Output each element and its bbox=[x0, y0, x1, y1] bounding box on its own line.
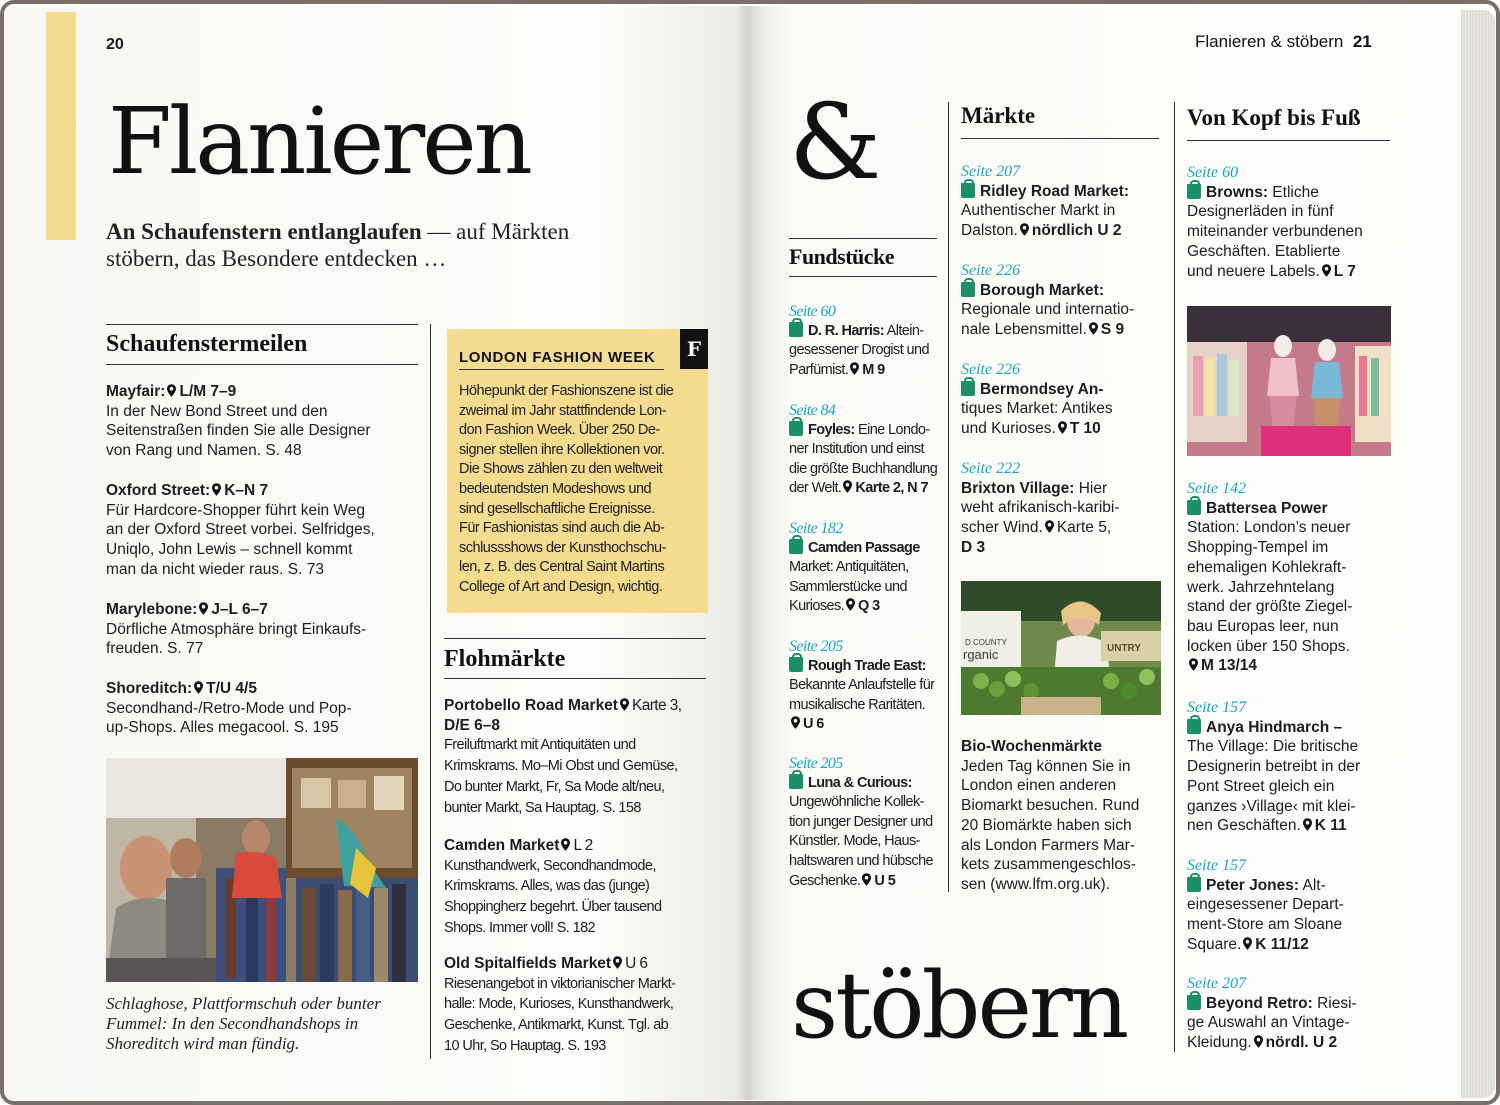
shopping-bag-icon bbox=[789, 539, 803, 554]
list-item: Seite 157 Peter Jones: Alt- eingesessener Depart- ment-Store am Sloane Square. K 11/12 bbox=[1187, 856, 1402, 955]
entry-name: Mayfair: bbox=[106, 383, 166, 400]
grid-ref: J–L 6–7 bbox=[211, 601, 268, 618]
subtitle-bold: An Schaufenstern entlanglaufen bbox=[106, 219, 422, 244]
location-pin-icon bbox=[843, 480, 852, 493]
sign-text: rganic bbox=[963, 647, 999, 662]
location-pin-icon bbox=[1254, 1035, 1263, 1048]
location-pin-icon bbox=[1243, 937, 1252, 950]
list-item: Marylebone: J–L 6–7 Dörfliche Atmosphäre bringt Einkaufs- freuden. S. 77 bbox=[106, 601, 367, 658]
location-pin-icon bbox=[1058, 421, 1067, 434]
shopping-bag-icon bbox=[789, 774, 803, 789]
rule bbox=[961, 138, 1159, 139]
shopping-bag-icon bbox=[961, 183, 975, 198]
running-head: Flanieren & stöbern 21 bbox=[1195, 32, 1372, 51]
list-item: Portobello Road Market Karte 3, D/E 6–8 Freiluftmarkt mit Antiquitäten und Krimskrams. Mo–Mi Obst und Gemüse, Do bunter Markt, Fr, Sa Mode alt/neu, bunter Markt, Sa Hauptag. S. 158 bbox=[444, 697, 682, 816]
sign-text: D COUNTY bbox=[965, 638, 1007, 647]
page-reference: Seite 60 bbox=[1187, 164, 1239, 181]
page-reference: Seite 226 bbox=[961, 361, 1021, 378]
location-pin-icon bbox=[846, 598, 855, 611]
list-item: Seite 222 Brixton Village: Hier weht afrikanisch-karibi- scher Wind. Karte 5, D 3 bbox=[961, 459, 1166, 558]
page-reference: Seite 142 bbox=[1187, 480, 1247, 497]
location-pin-icon bbox=[862, 873, 871, 886]
location-pin-icon bbox=[1189, 658, 1198, 671]
location-pin-icon bbox=[1020, 223, 1029, 236]
shopping-bag-icon bbox=[1187, 719, 1201, 734]
entry-name: Portobello Road Market bbox=[444, 697, 618, 714]
shopping-bag-icon bbox=[1187, 500, 1201, 515]
fashion-box-text: Höhepunkt der Fashionszene ist die zweimal im Jahr stattfindende Lon- don Fashion Week. Über 250 De- signer stellen ihre Kollektionen vor. Die Shows zählen zu den weltweit bedeutendsten Modeshows und sind gesellschaftliche Ereignisse. Für Fashionistas sind auch die Ab- schlussshows der Kunsthochschu- len, z. B. des Central Saint Martins College of Art and Design, wichtig. bbox=[459, 383, 674, 595]
category-badge: F bbox=[680, 329, 708, 369]
rule bbox=[444, 638, 706, 639]
list-item: Seite 84 Foyles: Eine Londo- ner Institution und einst die größte Buchhandlung der Welt. Karte 2, N 7 bbox=[789, 401, 949, 499]
shopping-bag-icon bbox=[961, 381, 975, 396]
list-item: Seite 226 Borough Market: Regionale und internatio- nale Lebensmittel. S 9 bbox=[961, 261, 1166, 340]
list-item: Seite 226 Bermondsey An- tiques Market: Antikes und Kurioses. T 10 bbox=[961, 360, 1166, 439]
shopping-bag-icon bbox=[789, 657, 803, 672]
left-page bbox=[4, 6, 749, 1100]
location-pin-icon bbox=[199, 602, 208, 615]
ampersand: & bbox=[789, 81, 882, 203]
rule bbox=[789, 238, 937, 239]
list-item: Seite 60 D. R. Harris: Altein- gesessener Drogist und Parfümist. M 9 bbox=[789, 302, 949, 380]
yellow-accent-bar bbox=[46, 12, 76, 240]
entry-name: Shoreditch: bbox=[106, 680, 193, 697]
shopping-bag-icon bbox=[789, 322, 803, 337]
grid-ref: L/M 7–9 bbox=[179, 383, 237, 400]
location-pin-icon bbox=[1045, 520, 1054, 533]
list-item: Oxford Street: K–N 7 Für Hardcore-Shopper führt kein Weg an der Oxford Street vorbei. Selfridges, Uniqlo, John Lewis – schnell kommt man da nicht wieder raus. S. 73 bbox=[106, 482, 375, 578]
rule bbox=[1187, 140, 1390, 141]
page-reference: Seite 182 bbox=[789, 520, 843, 537]
section-heading-schaufenster: Schaufenstermeilen bbox=[106, 331, 308, 357]
list-item: Seite 60 Browns: Etliche Designerläden in fünf miteinander verbundenen Geschäften. Etablierte und neuere Labels. L 7 bbox=[1187, 163, 1402, 281]
right-page bbox=[749, 6, 1461, 1100]
location-pin-icon bbox=[613, 956, 622, 969]
location-pin-icon bbox=[1303, 818, 1312, 831]
rule bbox=[789, 276, 937, 277]
list-item: Camden Market L 2 Kunsthandwerk, Secondhandmode, Krimskrams. Alles, was das (junge) Shoppingherz begehrt. Über tausend Shops. Immer voll! S. 182 bbox=[444, 837, 662, 936]
location-pin-icon bbox=[194, 681, 203, 694]
page-title: Flanieren bbox=[108, 88, 530, 195]
section-heading-maerkte: Märkte bbox=[961, 103, 1036, 128]
location-pin-icon bbox=[1322, 264, 1331, 277]
photo-caption: Schlaghose, Plattformschuh oder bunter Fummel: In den Secondhandshops in Shoreditch wird man fündig. bbox=[106, 994, 381, 1053]
column-divider bbox=[1174, 102, 1175, 1052]
list-item: Seite 205 Luna & Curious: Ungewöhnliche Kollek- tion junger Designer und Künstler. Mode, Haus- haltswaren und hübsche Geschenke. U 5 bbox=[789, 754, 949, 891]
fashion-week-box bbox=[447, 329, 708, 613]
shopping-bag-icon bbox=[1187, 877, 1201, 892]
rule bbox=[106, 324, 418, 325]
bottom-title-word: stöbern bbox=[791, 952, 1127, 1059]
page-reference: Seite 60 bbox=[789, 303, 836, 320]
page-reference: Seite 207 bbox=[1187, 975, 1247, 992]
entry-name: Oxford Street: bbox=[106, 482, 211, 499]
page-reference: Seite 205 bbox=[789, 755, 843, 772]
rule bbox=[444, 678, 706, 679]
location-pin-icon bbox=[212, 483, 221, 496]
location-pin-icon bbox=[1089, 322, 1098, 335]
grid-ref: K–N 7 bbox=[224, 482, 269, 499]
list-item: Mayfair: L/M 7–9 In der New Bond Street und den Seitenstraßen finden Sie alle Designer von Rang und Namen. S. 48 bbox=[106, 383, 371, 460]
page-number-left: 20 bbox=[106, 36, 124, 53]
market-photo bbox=[961, 581, 1161, 715]
page-subtitle bbox=[106, 218, 646, 272]
rule bbox=[106, 364, 418, 365]
secondhand-shop-photo bbox=[106, 758, 418, 982]
list-item: Seite 142 Battersea Power Station: London’s neuer Shopping-Tempel im ehemaligen Kohlekraft- werk. Jahrzehntelang stand der größte Ziegel- bau Europas leer, nun locken über 150 Shops. M 13/14 bbox=[1187, 479, 1402, 676]
list-item: Seite 207 Beyond Retro: Riesi- ge Auswahl an Vintage- Kleidung. nördl. U 2 bbox=[1187, 974, 1402, 1053]
page-edges bbox=[1461, 10, 1495, 1098]
page-reference: Seite 207 bbox=[961, 163, 1021, 180]
list-item: Seite 205 Rough Trade East: Bekannte Anlaufstelle für musikalische Raritäten. U 6 bbox=[789, 637, 949, 735]
page-reference: Seite 222 bbox=[961, 460, 1021, 477]
location-pin-icon bbox=[850, 362, 859, 375]
grid-ref: T/U 4/5 bbox=[206, 680, 257, 697]
subtitle-rest: — auf Märkten bbox=[421, 219, 570, 244]
list-item: Seite 157 Anya Hindmarch – The Village: Die britische Designerin betreibt in der Pont Street gleich ein ganzes ›Village‹ mit klei- nen Geschäften. K 11 bbox=[1187, 698, 1402, 836]
location-pin-icon bbox=[561, 838, 570, 851]
page-reference: Seite 226 bbox=[961, 262, 1021, 279]
section-heading-kopf: Von Kopf bis Fuß bbox=[1187, 105, 1361, 130]
bio-markets: Bio-Wochenmärkte Jeden Tag können Sie in London einen anderen Biomarkt besuchen. Rund 20 Biomärkte haben sich als London Farmers Mar- kets zusammengeschlos- sen (www.lfm.org.uk). bbox=[961, 738, 1140, 893]
fashion-box-heading: LONDON FASHION WEEK bbox=[459, 349, 656, 366]
section-heading-flohmaerkte: Flohmärkte bbox=[444, 646, 566, 672]
shopping-bag-icon bbox=[1187, 995, 1201, 1010]
column-divider bbox=[948, 102, 949, 892]
fashion-store-photo bbox=[1187, 306, 1391, 456]
column-divider bbox=[430, 324, 431, 1059]
entry-name: Old Spitalfields Market bbox=[444, 955, 612, 972]
rule bbox=[459, 369, 664, 370]
list-item: Shoreditch: T/U 4/5 Secondhand-/Retro-Mode und Pop- up-Shops. Alles megacool. S. 195 bbox=[106, 680, 352, 737]
page-reference: Seite 157 bbox=[1187, 699, 1247, 716]
shopping-bag-icon bbox=[1187, 184, 1201, 199]
page-reference: Seite 84 bbox=[789, 402, 836, 419]
subtitle-line-2: stöbern, das Besondere entdecken … bbox=[106, 246, 447, 271]
page-reference: Seite 205 bbox=[789, 638, 843, 655]
page-reference: Seite 157 bbox=[1187, 857, 1247, 874]
list-item: Seite 182 Camden Passage Market: Antiquitäten, Sammlerstücke und Kurioses. Q 3 bbox=[789, 519, 949, 617]
entry-name: Camden Market bbox=[444, 837, 560, 854]
page-number-right: 21 bbox=[1352, 32, 1372, 51]
location-pin-icon bbox=[167, 384, 176, 397]
shopping-bag-icon bbox=[789, 421, 803, 436]
list-item: Old Spitalfields Market U 6 Riesenangebot in viktorianischer Markt- halle: Mode, Kurioses, Kunsthandwerk, Geschenke, Antikmarkt, Kunst. Tgl. ab 10 Uhr, So Hauptag. S. 193 bbox=[444, 955, 676, 1054]
location-pin-icon bbox=[620, 698, 629, 711]
shopping-bag-icon bbox=[961, 282, 975, 297]
section-heading-fundstuecke: Fundstücke bbox=[789, 244, 895, 269]
sign-text: UNTRY bbox=[1107, 643, 1142, 654]
bio-heading: Bio-Wochenmärkte bbox=[961, 738, 1102, 755]
entry-name: Marylebone: bbox=[106, 601, 198, 618]
list-item: Seite 207 Ridley Road Market: Authentischer Markt in Dalston. nördlich U 2 bbox=[961, 162, 1166, 241]
location-pin-icon bbox=[791, 716, 800, 729]
